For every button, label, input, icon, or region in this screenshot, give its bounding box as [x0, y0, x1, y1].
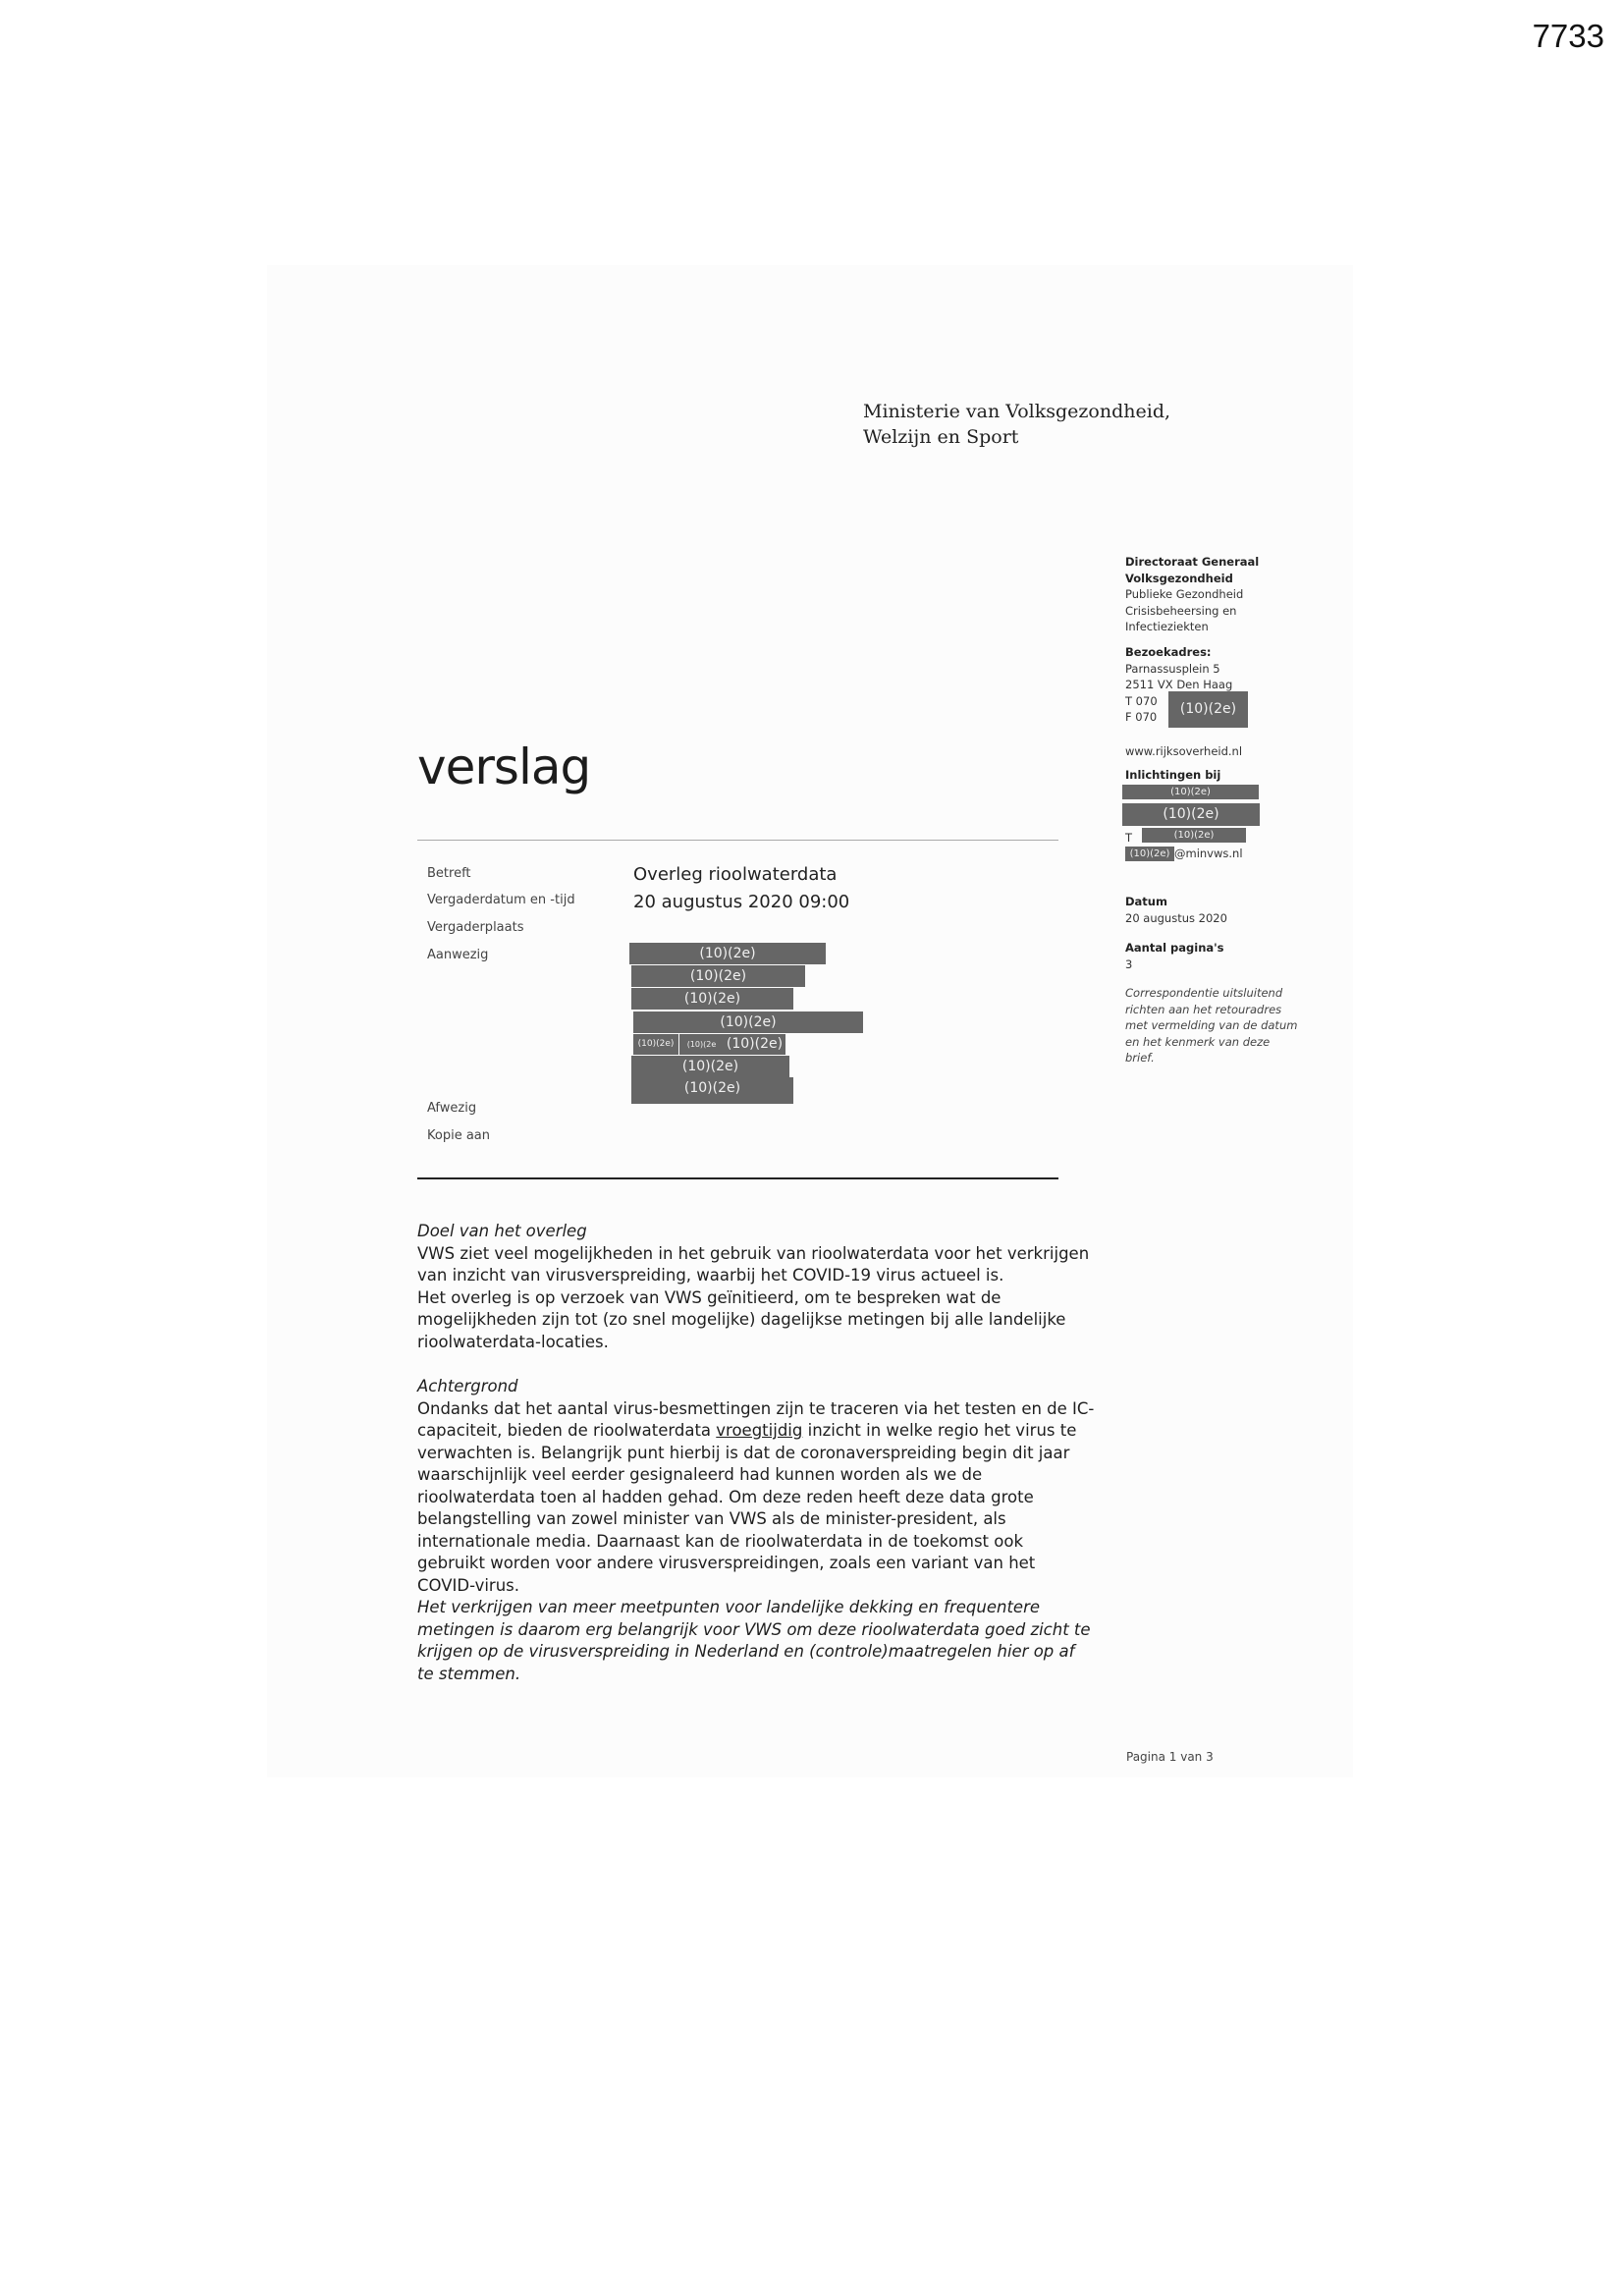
phone-line: T 070: [1125, 693, 1158, 708]
footer-page-label: Pagina 1 van 3: [1126, 1750, 1214, 1764]
email-suffix: @minvws.nl: [1174, 847, 1243, 860]
redaction-box: (10)(2e): [1122, 785, 1259, 799]
betreft-label: Betreft: [427, 866, 471, 881]
paragraph-line: van inzicht van virusverspreiding, waarbij het COVID-19 virus actueel is.: [417, 1266, 1004, 1285]
redaction-box: (10)(2e: [679, 1034, 724, 1055]
redaction-box: (10)(2e): [631, 1056, 789, 1077]
paragraph-line: Ondanks dat het aantal virus-besmettingen zijn te traceren via het testen en de IC-: [417, 1398, 1095, 1418]
dg-line2: Volksgezondheid: [1125, 571, 1233, 585]
paragraph-line: metingen is daarom erg belangrijk voor VWS om deze rioolwaterdata goed zicht te: [417, 1619, 1091, 1639]
dept-line3: Infectieziekten: [1125, 620, 1209, 633]
redaction-box: (10)(2e): [629, 943, 826, 964]
datum-label: Vergaderdatum en -tijd: [427, 893, 575, 907]
paragraph-line: mogelijkheden zijn tot (zo snel mogelijke) dagelijkse metingen bij alle landelijke: [417, 1310, 1066, 1329]
redaction-box: (10)(2e): [1142, 828, 1246, 843]
info-phone-prefix: T: [1125, 831, 1133, 845]
visit-city: 2511 VX Den Haag: [1125, 678, 1233, 691]
page-number: 7733: [1532, 18, 1604, 54]
section-doel: [417, 1221, 1124, 1353]
redaction-box: (10)(2e): [724, 1034, 785, 1055]
paragraph-line: rioolwaterdata toen al hadden gehad. Om deze reden heeft deze data grote: [417, 1487, 1034, 1506]
note-line1: Correspondentie uitsluitend: [1125, 986, 1283, 1000]
dg-line1: Directoraat Generaal: [1125, 555, 1260, 569]
paragraph-line: belangstelling van zowel minister van VWS als de minister-president, als: [417, 1509, 1006, 1528]
paragraph-line: te stemmen.: [417, 1664, 521, 1683]
afwezig-label: Afwezig: [427, 1101, 477, 1116]
aanwezig-label: Aanwezig: [427, 948, 489, 962]
plaats-label: Vergaderplaats: [427, 920, 524, 935]
sidebar-note: [1125, 985, 1326, 1066]
redaction-box: (10)(2e): [1168, 691, 1248, 728]
redaction-box: (10)(2e): [631, 965, 805, 987]
datum-value: 20 augustus 2020 09:00: [633, 892, 850, 912]
section-achtergrond: [417, 1376, 1124, 1685]
sidebar-pages: [1125, 940, 1326, 972]
note-line3: met vermelding van de datum: [1125, 1018, 1298, 1032]
section-heading: Achtergrond: [417, 1377, 518, 1395]
paragraph-line: waarschijnlijk veel eerder gesignaleerd had kunnen worden als we de: [417, 1465, 983, 1484]
paragraph-line: COVID-virus.: [417, 1575, 520, 1595]
redaction-box: (10)(2e): [1125, 847, 1174, 861]
text-run: inzicht in welke regio het virus te: [802, 1421, 1077, 1440]
redaction-box: (10)(2e): [633, 1034, 678, 1055]
paragraph-line: gebruikt worden voor andere virusverspreidingen, zoals een variant van het: [417, 1554, 1036, 1572]
visit-street: Parnassusplein 5: [1125, 661, 1220, 676]
paragraph-line: Het overleg is op verzoek van VWS geïnitieerd, om te bespreken wat de: [417, 1287, 1001, 1307]
kopie-label: Kopie aan: [427, 1128, 490, 1143]
dept-line1: Publieke Gezondheid: [1125, 587, 1244, 601]
ministry-header: [863, 399, 1170, 450]
pages-value: 3: [1125, 957, 1133, 971]
redaction-box: (10)(2e): [633, 1011, 863, 1033]
pages-label: Aantal pagina's: [1125, 941, 1224, 955]
document-title: verslag: [417, 738, 591, 795]
sidebar-website: [1125, 743, 1326, 760]
sidebar-email: [1174, 846, 1292, 862]
ministry-name-line1: Ministerie van Volksgezondheid,: [863, 401, 1171, 422]
info-label: Inlichtingen bij: [1125, 768, 1221, 782]
note-line4: en het kenmerk van deze: [1125, 1034, 1271, 1049]
date-value: 20 augustus 2020: [1125, 910, 1227, 925]
sidebar-department: [1125, 554, 1326, 635]
website-link: www.rijksoverheid.nl: [1125, 744, 1243, 758]
section-heading: Doel van het overleg: [417, 1222, 587, 1240]
paragraph-line: verwachten is. Belangrijk punt hierbij is dat de coronaverspreiding begin dit jaar: [417, 1443, 1070, 1462]
paragraph-line: [417, 1420, 1124, 1443]
note-line5: brief.: [1125, 1051, 1155, 1065]
redaction-box: (10)(2e): [631, 1077, 793, 1104]
note-line2: richten aan het retouradres: [1125, 1002, 1282, 1016]
underlined-word: vroegtijdig: [716, 1421, 803, 1440]
paragraph-line: krijgen op de virusverspreiding in Nederland en (controle)maatregelen hier op af: [417, 1642, 1075, 1661]
paragraph-line: Het verkrijgen van meer meetpunten voor landelijke dekking en frequentere: [417, 1598, 1041, 1616]
divider: [417, 1177, 1058, 1179]
paragraph-line: internationale media. Daarnaast kan de rioolwaterdata in de toekomst ook: [417, 1531, 1024, 1551]
paragraph-line: rioolwaterdata-locaties.: [417, 1332, 609, 1351]
redaction-box: (10)(2e): [631, 988, 793, 1010]
date-label: Datum: [1125, 895, 1167, 908]
fax-line: F 070: [1125, 710, 1158, 724]
ministry-name-line2: Welzijn en Sport: [863, 426, 1019, 448]
sidebar-date: [1125, 894, 1326, 926]
betreft-value: Overleg rioolwaterdata: [633, 864, 838, 885]
text-run: capaciteit, bieden de rioolwaterdata: [417, 1421, 717, 1440]
visit-label: Bezoekadres:: [1125, 645, 1212, 659]
dept-line2: Crisisbeheersing en: [1125, 603, 1237, 618]
paragraph-line: VWS ziet veel mogelijkheden in het gebruik van rioolwaterdata voor het verkrijgen: [417, 1243, 1090, 1263]
redaction-box: (10)(2e): [1122, 803, 1260, 826]
divider: [417, 840, 1058, 841]
sidebar-info: [1125, 767, 1326, 784]
